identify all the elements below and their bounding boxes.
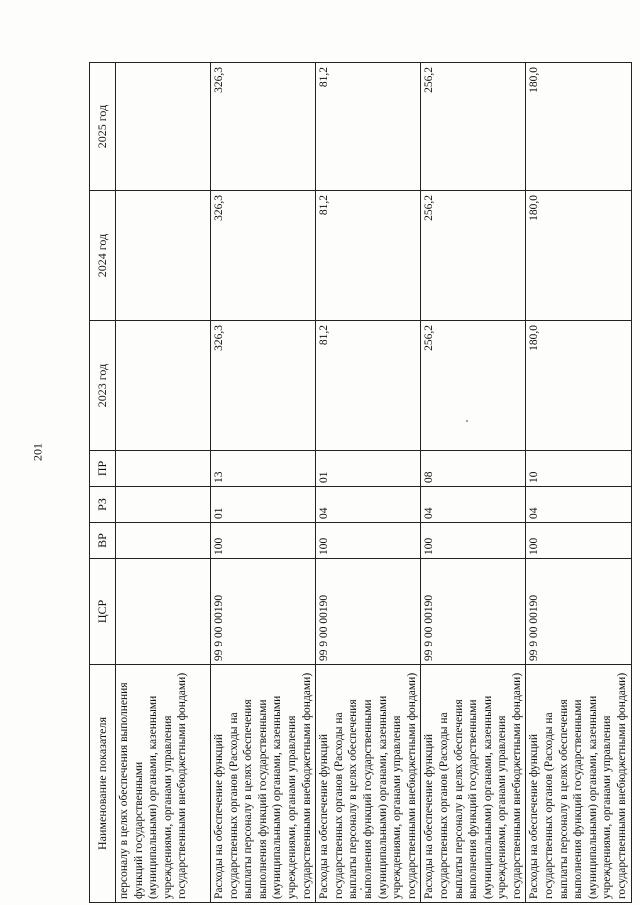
row-2025: 81,2 [316,63,421,191]
row-2025: 256,2 [421,63,526,191]
row-rz [116,487,211,523]
header-2023: 2023 год [90,321,116,451]
scan-speck [466,420,468,422]
table-row [211,63,316,903]
row-pr: 13 [211,451,316,487]
row-2024: 81,2 [316,191,421,321]
row-vr: 100 [211,523,316,559]
row-2023: 81,2 [316,321,421,451]
row-pr: 10 [526,451,631,487]
row-2023: 256,2 [421,321,526,451]
row-2025 [116,63,211,191]
row-name: Расходы на обеспечение функций государственных органов (Расходы на выплаты персоналу в целях обеспечения выполнения функций государственными (муниципальными) органами, казенными учреждениями, органами управления государственными внебюджетными фондами) [316,665,421,903]
header-name: Наименование показателя [90,665,116,903]
header-vr: ВР [90,523,116,559]
header-csr: ЦСР [90,559,116,665]
row-2023: 180,0 [526,321,631,451]
row-pr: 01 [316,451,421,487]
row-pr: 08 [421,451,526,487]
row-2024: 326,3 [211,191,316,321]
header-rz: РЗ [90,487,116,523]
row-2025: 326,3 [211,63,316,191]
row-rz: 04 [421,487,526,523]
row-2024: 180,0 [526,191,631,321]
row-name: Расходы на обеспечение функций государственных органов (Расходы на выплаты персоналу в целях обеспечения выполнения функций государственными (муниципальными) органами, казенными учреждениями, органами управления государственными внебюджетными фондами) [526,665,631,903]
row-rz: 04 [526,487,631,523]
row-vr: 100 [526,523,631,559]
row-csr [116,559,211,665]
row-pr [116,451,211,487]
row-vr: 100 [316,523,421,559]
table-row [421,63,526,903]
header-pr: ПР [90,451,116,487]
row-vr: 100 [421,523,526,559]
header-2025: 2025 год [90,63,116,191]
scan-speck [360,888,362,890]
row-csr: 99 9 00 00190 [526,559,631,665]
header-2024: 2024 год [90,191,116,321]
table-row [526,63,631,903]
row-rz: 04 [316,487,421,523]
row-name: персоналу в целях обеспечения выполнения функций государственными (муниципальными) органами, казенными учреждениями, органами управления государственными внебюджетными фондами) [116,665,211,903]
table-header-row [90,63,116,903]
budget-table-rotated [89,63,629,903]
row-2024 [116,191,211,321]
row-2023 [116,321,211,451]
row-csr: 99 9 00 00190 [211,559,316,665]
row-csr: 99 9 00 00190 [421,559,526,665]
table-row [116,63,211,903]
row-2024: 256,2 [421,191,526,321]
row-2023: 326,3 [211,321,316,451]
row-name: Расходы на обеспечение функций государственных органов (Расходы на выплаты персоналу в целях обеспечения выполнения функций государственными (муниципальными) органами, казенными учреждениями, органами управления государственными внебюджетными фондами) [211,665,316,903]
row-rz: 01 [211,487,316,523]
row-name: Расходы на обеспечение функций государственных органов (Расходы на выплаты персоналу в целях обеспечения выполнения функций государственными (муниципальными) органами, казенными учреждениями, органами управления государственными внебюджетными фондами) [421,665,526,903]
table-row [316,63,421,903]
budget-table [89,62,632,903]
row-csr: 99 9 00 00190 [316,559,421,665]
row-vr [116,523,211,559]
page-number: 201 [30,443,45,461]
row-2025: 180,0 [526,63,631,191]
